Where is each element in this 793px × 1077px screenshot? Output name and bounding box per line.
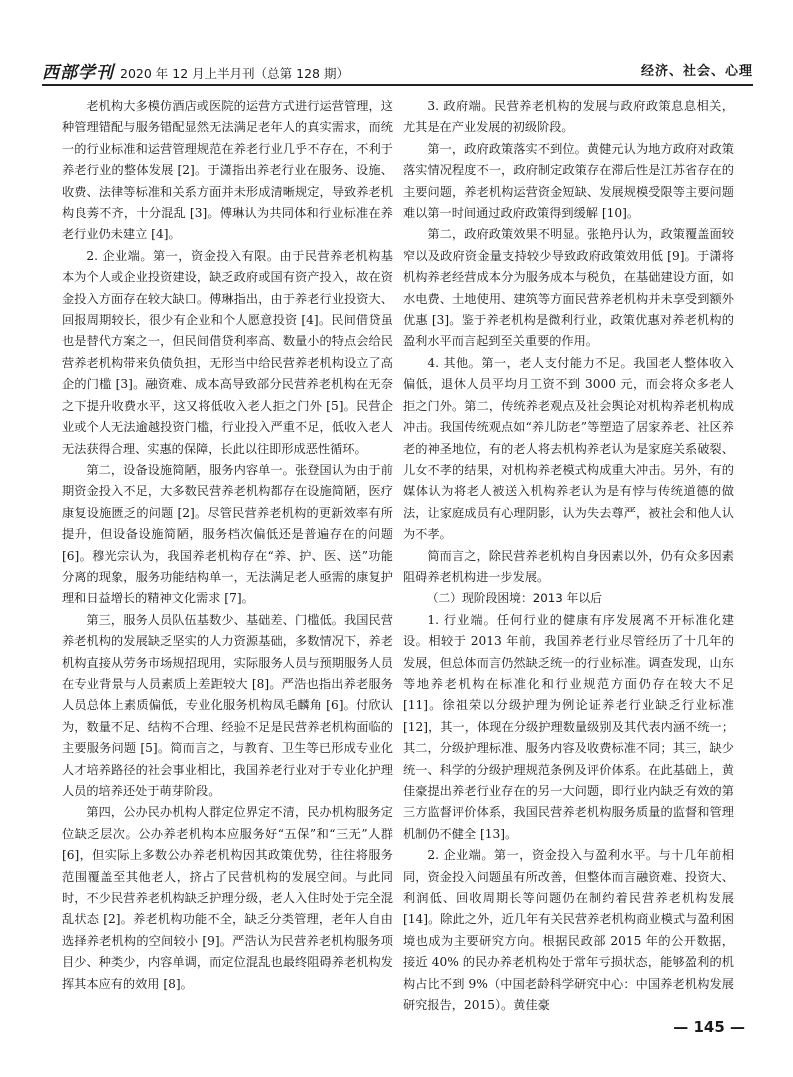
right-column xyxy=(403,96,734,1016)
paragraph: 简而言之，除民营养老机构自身因素以外，仍有众多因素阻碍养老机构进一步发展。 xyxy=(403,548,734,584)
section-heading: （二）现阶段困境：2013 年以后 xyxy=(426,591,602,606)
paragraph: 第四，公办民办机构人群定位界定不清，民办机构服务定位缺乏层次。公办养老机构本应服务好“五保”和“三无”人群 [6]，但实际上多数公办养老机构因其政策优势，往往将服务范围覆盖至其他老人，挤占了民营机构的发展空间。与此同时，不少民营养老机构缺乏护理分级，老人入住时处于完全混乱状态 [2]。养老机构功能不全，缺乏分类管理，老年人自由选择养老机构的空间较小 [9]。严浩认为民营养老机构服务项目少、种类少，内容单调，而定位混乱也最终阻碍养老机构发挥其本应有的效用 [8]。 xyxy=(62,805,393,991)
issue-info: 2020 年 12 月上半月刊（总第 128 期） xyxy=(120,66,349,81)
paragraph: 老机构大多模仿酒店或医院的运营方式进行运营管理，这种管理错配与服务错配显然无法满足老年人的真实需求，而统一的行业标准和运营管理规范在养老行业几乎不存在，不利于养老行业的整体发展 [2]。于潇指出养老行业在服务、设施、收费、法律等标准和关系方面并未形成清晰规定，导致养老机构良莠不齐，十分混乱 [3]。傅琳认为共同体和行业标准在养老行业仍未建立 [4]。 xyxy=(62,99,393,242)
paragraph: 第三，服务人员队伍基数少、基础差、门槛低。我国民营养老机构的发展缺乏坚实的人力资源基础，多数情况下，养老机构直接从劳务市场规招现用，实际服务人员与预期服务人员在专业背景与人员素质上差距较大 [8]。严浩也指出养老服务人员总体上素质偏低，专业化服务机构凤毛麟角 [6]。付欣认为，数量不足、结构不合理、经验不足是民营养老机构面临的主要服务问题 [5]。简而言之，与教育、卫生等已形成专业化人才培养路径的社会事业相比，我国养老行业对于专业化护理人员的培养还处于萌芽阶段。 xyxy=(62,612,393,798)
paragraph: 第二，设备设施简陋，服务内容单一。张登国认为由于前期资金投入不足，大多数民营养老机构都存在设施简陋，医疗康复设施匮乏的问题 [2]。尽管民营养老机构的更新效率有所提升，但设备设施简陋，服务档次偏低还是普遍存在的问题 [6]。穆光宗认为，我国养老机构存在“养、护、医、送”功能分离的现象，服务功能结构单一，无法满足老人亟需的康复护理和日益增长的精神文化需求 [7]。 xyxy=(62,462,393,606)
journal-logo: 西部学刊 xyxy=(42,63,114,83)
paragraph: 第一，政府政策落实不到位。黄健元认为地方政府对政策落实情况程度不一，政府制定政策存在滞后性是江苏省存在的主要问题，养老机构运营资金短缺、发展规模受限等主要问题难以第一时间通过政府政策得到缓解 [10]。 xyxy=(403,141,734,221)
page-number: — 145 — xyxy=(673,1018,745,1036)
header-left xyxy=(42,58,349,83)
header-rule xyxy=(42,84,753,86)
paragraph: 1. 行业端。任何行业的健康有序发展离不开标准化建设。相较于 2013 年前，我国养老行业尽管经历了十几年的发展，但总体而言仍然缺乏统一的行业标准。调查发现，山东等地养老机构在标准化和行业规范方面仍存在较大不足 [11]。徐祖荣以分级护理为例论证养老行业缺乏行业标准 [12]，其一，体现在分级护理数量级别及其代表内涵不统一；其二，分级护理标准、服务内容及收费标准不同；其三，缺少统一、科学的分级护理规范条例及评价体系。在此基础上，黄佳豪提出养老行业存在的另一大问题，即行业内缺乏有效的第三方监督评价体系，我国民营养老机构服务质量的监督和管理机制仍不健全 [13]。 xyxy=(403,612,734,841)
paragraph: 4. 其他。第一，老人支付能力不足。我国老人整体收入偏低，退休人员平均月工资不到 3000 元，而会将众多老人拒之门外。第二，传统养老观点及社会舆论对机构养老机构成冲击。我国传统观点如“养儿防老”等塑造了居家养老、社区养老的神圣地位，有的老人将去机构养老认为是家庭关系破裂、儿女不孝的结果，对机构养老模式构成重大冲击。另外，有的媒体认为将老人被送入机构养老认为是有悖与传统道德的做法，让家庭成员有心理阴影，认为失去尊严，被社会和他人认为不孝。 xyxy=(403,355,734,542)
paragraph: 2. 企业端。第一，资金投入与盈利水平。与十几年前相同，资金投入问题虽有所改善，但整体而言融资难、投资大、利润低、回收周期长等问题仍在制约着民营养老机构发展 [14]。除此之外，近几年有关民营养老机构商业模式与盈利困境也成为主要研究方向。根据民政部 2015 年的公开数据，接近 40% 的民办养老机构处于常年亏损状态，能够盈利的机构占比不到 9%（中国老龄科学研究中心：中国养老机构发展研究报告，2015）。黄佳豪 xyxy=(403,848,734,1013)
page-header xyxy=(42,56,753,83)
paragraph: 3. 政府端。民营养老机构的发展与政府政策息息相关，尤其是在产业发展的初级阶段。 xyxy=(403,99,734,135)
paragraph: 2. 企业端。第一，资金投入有限。由于民营养老机构基本为个人或企业投资建设，缺乏政府或国有资产投入，故在资金投入方面存在较大缺口。傅琳指出，由于养老行业投资大、回报周期较长，很少有企业和个人愿意投资 [4]。民间借贷虽也是替代方案之一，但民间借贷利率高、数量小的特点会给民营养老机构带来负债负担，无形当中给民营养老机构设立了高企的门槛 [3]。融资难、成本高导致部分民营养老机构在无奈之下提升收费水平，这又将低收入老人拒之门外 [5]。民营企业或个人无法逾越投资门槛，行业投入严重不足，低收入老人无法获得合理、实惠的保障，长此以往即形成恶性循环。 xyxy=(62,248,393,456)
left-column xyxy=(62,96,393,995)
section-title: 经济、社会、心理 xyxy=(640,64,753,79)
paragraph: 第二，政府政策效果不明显。张艳丹认为，政策覆盖面较窄以及政府资金量支持较少导致政府政策效用低 [9]。于潇将机构养老经营成本分为服务成本与税负，在基础建设方面，如水电费、土地使用、建筑等方面民营养老机构并未享受到额外优惠 [3]。鉴于养老机构是微利行业，政策优惠对养老机构的盈利水平而言起到至关重要的作用。 xyxy=(403,227,734,349)
